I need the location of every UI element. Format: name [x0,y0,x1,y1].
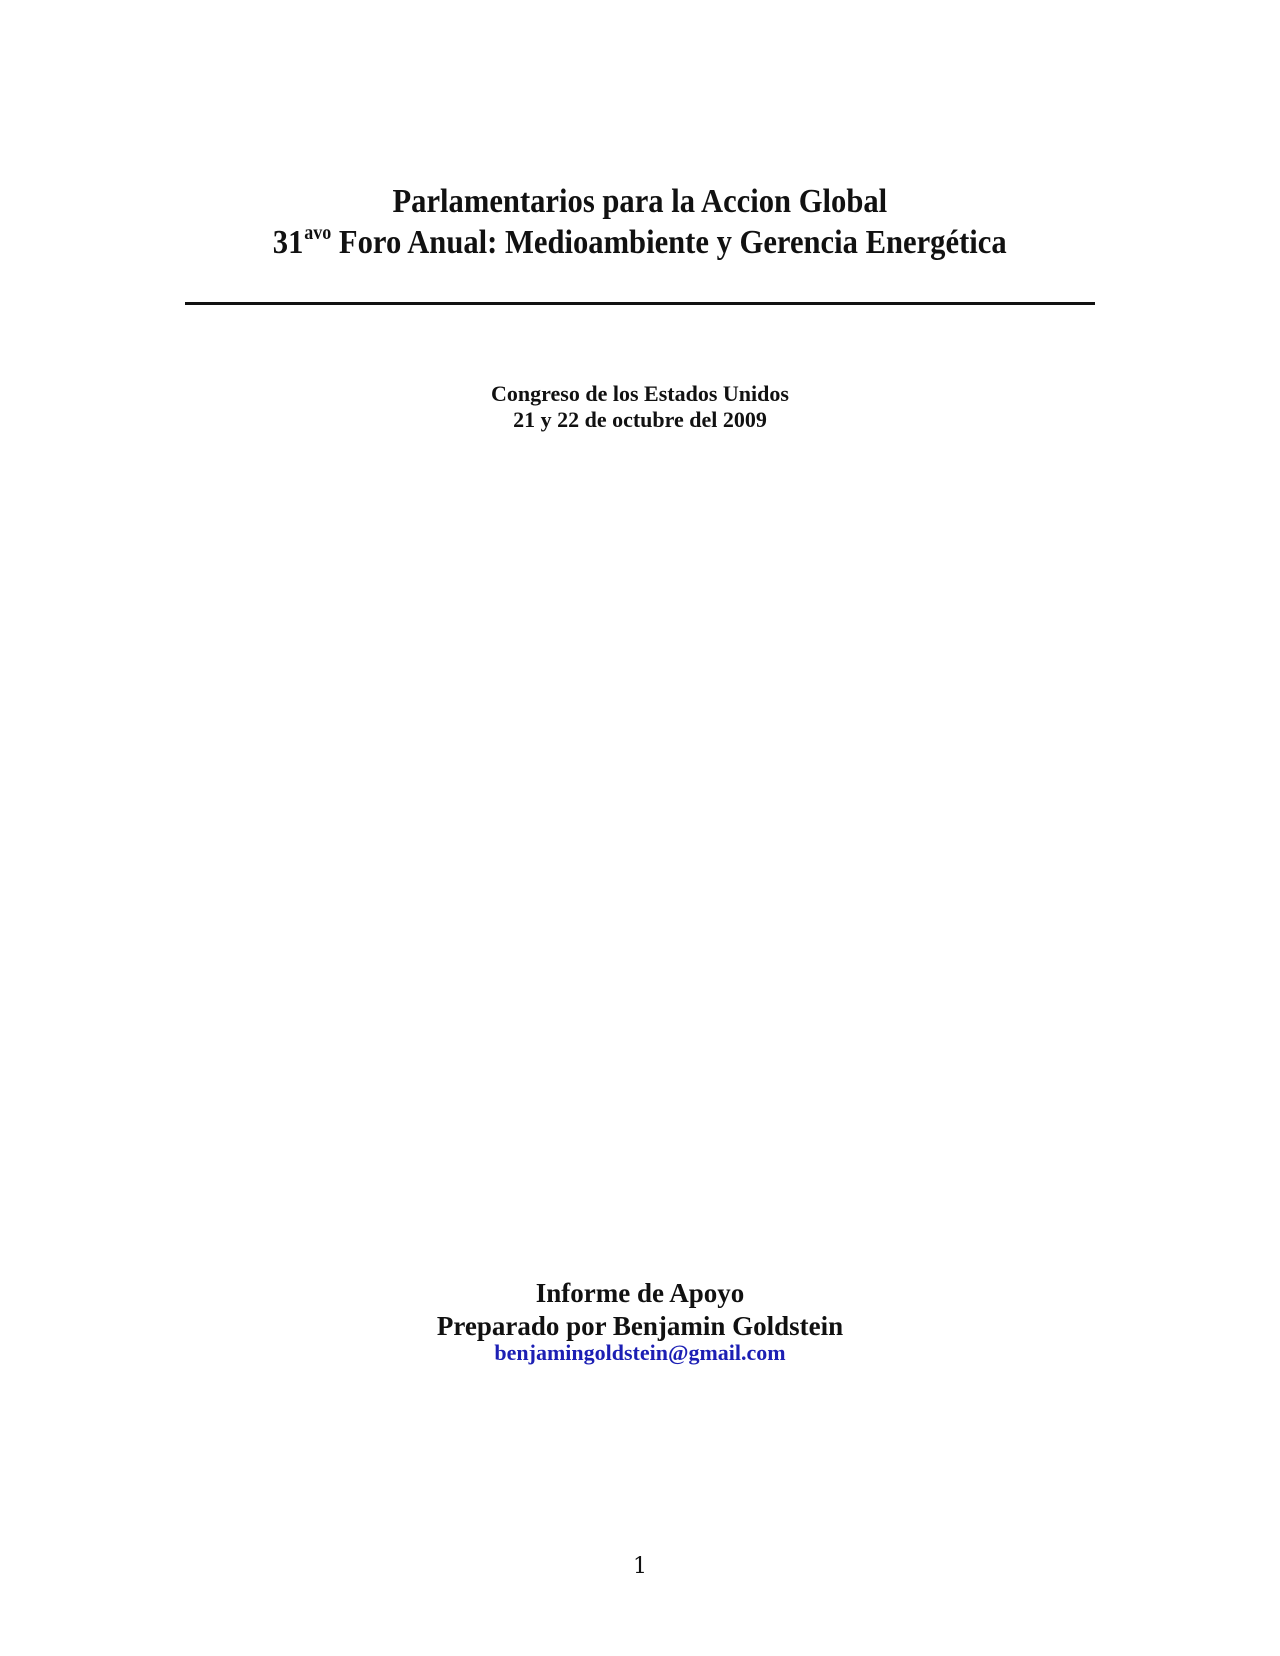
forum-name: Foro Anual: Medioambiente y Gerencia Energética [331,224,1007,261]
title-line-1 [0,182,1280,222]
title-divider [185,302,1095,305]
page-number: 1 [633,1554,647,1579]
forum-number: 31 [273,224,304,261]
title-forum [273,223,1007,267]
forum-ordinal-superscript: avo [304,222,332,244]
event-venue: Congreso de los Estados Unidos [491,381,789,406]
report-type: Informe de Apoyo [535,1278,745,1308]
title-organization: Parlamentarios para la Accion Global [392,183,888,220]
author-email-line [0,1340,1280,1366]
event-dates: 21 y 22 de octubre del 2009 [513,407,767,432]
title-line-2 [0,223,1280,267]
report-author: Preparado por Benjamin Goldstein [436,1311,844,1341]
author-email-link[interactable]: benjamingoldstein@gmail.com [494,1340,786,1365]
